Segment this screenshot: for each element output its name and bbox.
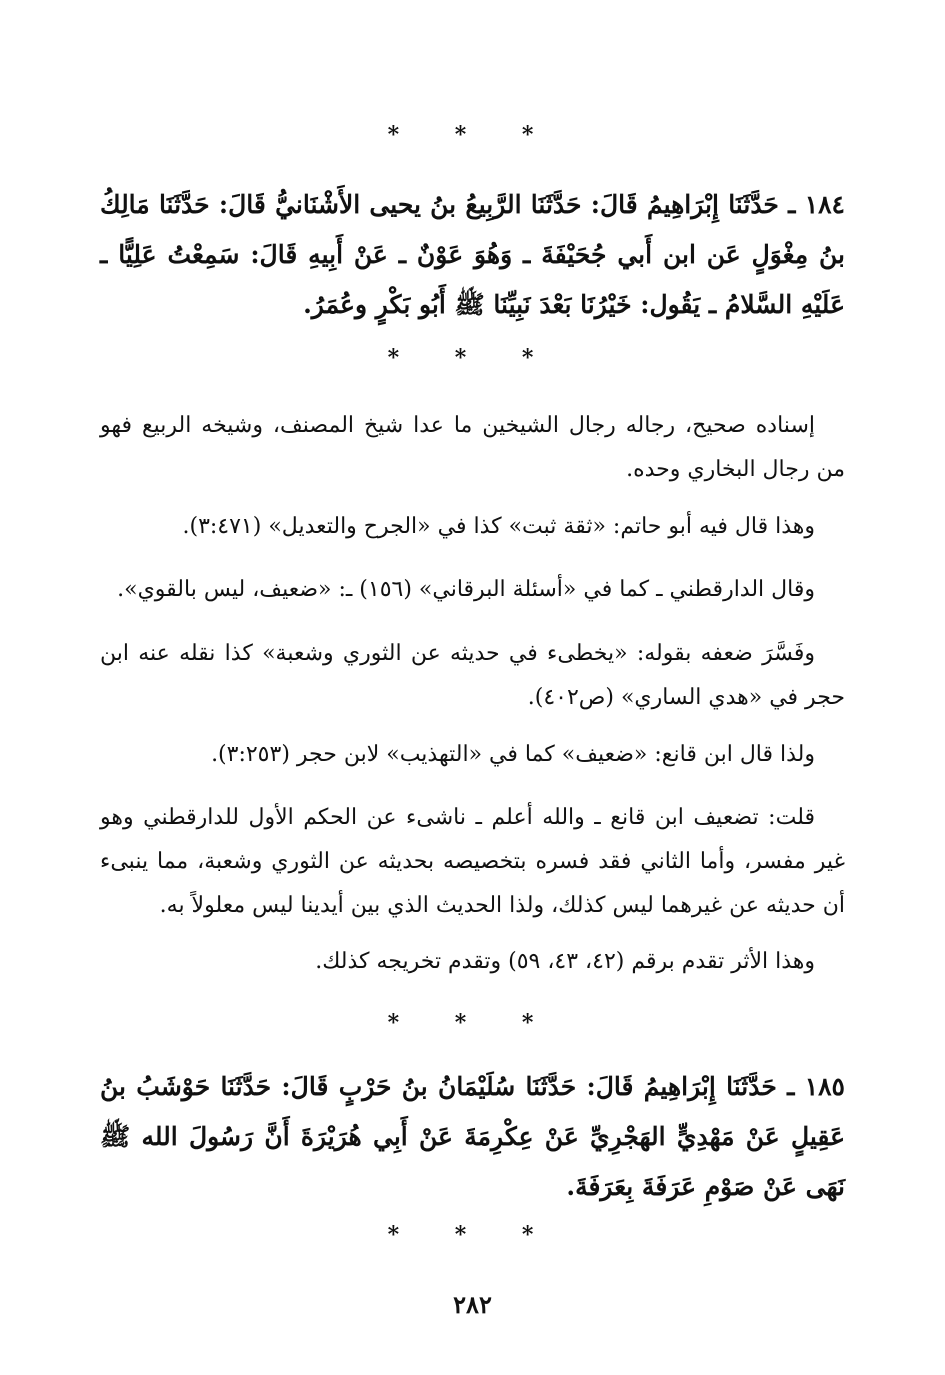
comment-paragraph: قلت: تضعيف ابن قانع ـ والله أعلم ـ ناشىء عن الحكم الأول للدارقطني وهو غير مفسر، وأما الثاني فقد فسره بتخصيصه بحديثه عن الثوري وشعبة، مما ينبىء أن حديثه عن غيرهما ليس كذلك، ولذا الحديث الذي بين أيدينا ليس معلولاً به. <box>100 805 845 918</box>
separator-stars: * * * <box>387 1010 558 1036</box>
comment-paragraph: وهذا قال فيه أبو حاتم: «ثقة ثبت» كذا في «الجرح والتعديل» (٣:٤٧١). <box>182 514 815 539</box>
hadith-184: ١٨٤ ـ حَدَّثَنَا إِبْرَاهِيمُ قَالَ: حَدَّثَنَا الرَّبِيعُ بنُ يحيى الأَشْنَانيُّ قَالَ: حَدَّثَنَا مَالِكُ بنُ مِغْوَلٍ عَن ابن أَبي جُحَيْفَةَ ـ وَهُوَ عَوْنٌ ـ عَنْ أَبِيهِ قَالَ: سَمِعْتُ عَلِيًّا ـ عَلَيْهِ السَّلامُ ـ يَقُول: خَيْرُنَا بَعْدَ نَبِيِّنَا ﷺ أَبُو بَكْرٍ وعُمَرُ. <box>100 190 845 319</box>
comment-paragraph: وفَسَّرَ ضعفه بقوله: «يخطىء في حديثه عن الثوري وشعبة» كذا نقله عنه ابن حجر في «هدي الساري» (ص٤٠٢). <box>100 641 845 710</box>
comment-paragraph: إسناده صحيح، رجاله رجال الشيخين ما عدا شيخ المصنف، وشيخه الربيع فهو من رجال البخاري وحده. <box>100 413 845 482</box>
page-number: ٢٨٢ <box>453 1290 492 1319</box>
hadith-185: ١٨٥ ـ حَدَّثَنَا إِبْرَاهِيمُ قَالَ: حَدَّثَنَا سُلَيْمَانُ بنُ حَرْبٍ قَالَ: حَدَّثَنَا حَوْشَبُ بنُ عَقِيلٍ عَنْ مَهْدِيٍّ الهَجْرِيِّ عَنْ عِكْرِمَةَ عَنْ أَبِي هُرَيْرَةَ أَنَّ رَسُولَ الله ﷺ نَهَى عَنْ صَوْمِ عَرَفَةَ بِعَرَفَةَ. <box>100 1072 845 1201</box>
comment-paragraph: وقال الدارقطني ـ كما في «أسئلة البرقاني» (١٥٦) ـ: «ضعيف، ليس بالقوي». <box>117 577 815 602</box>
separator-stars: * * * <box>387 1222 558 1248</box>
separator-stars: * * * <box>387 345 558 371</box>
separator-stars: * * * <box>387 122 558 148</box>
comment-paragraph: وهذا الأثر تقدم برقم (٤٢، ٤٣، ٥٩) وتقدم تخريجه كذلك. <box>315 949 815 974</box>
comment-paragraph: ولذا قال ابن قانع: «ضعيف» كما في «التهذيب» لابن حجر (٣:٢٥٣). <box>211 742 815 767</box>
